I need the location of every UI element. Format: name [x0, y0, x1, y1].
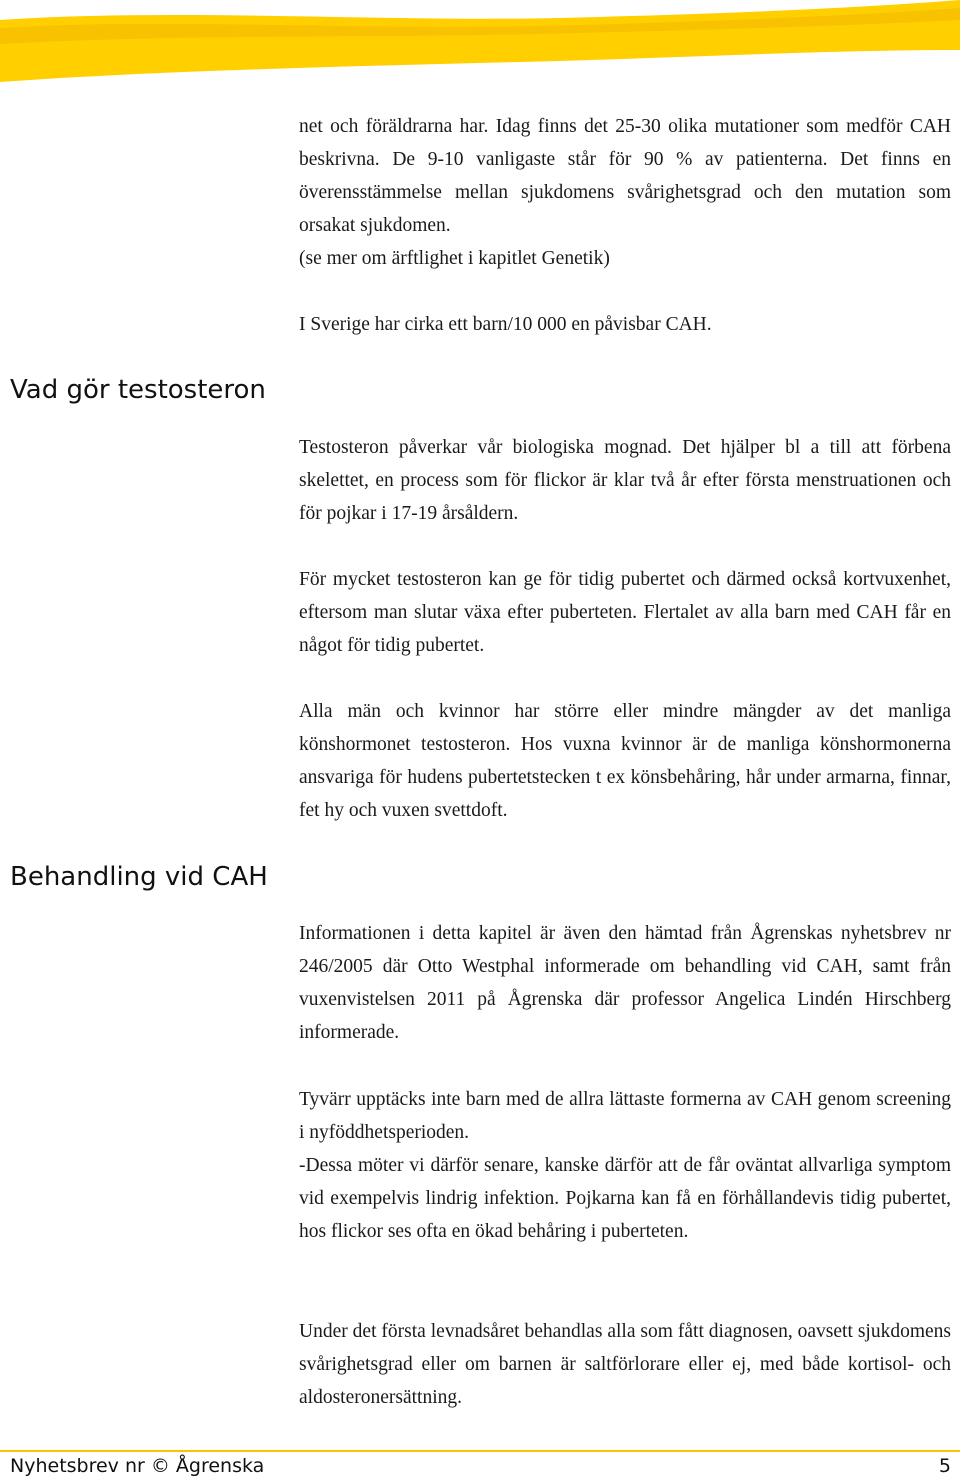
footer-title: Nyhetsbrev nr © Ågrenska [10, 1455, 265, 1477]
paragraph-text: Tyvärr upptäcks inte barn med de allra lättaste formerna av CAH genom screening i nyföddhetsperioden. [299, 1089, 951, 1143]
behandling-paragraph-2 [299, 1083, 951, 1248]
paragraph-text: Testosteron påverkar vår biologiska mognad. Det hjälper bl a till att förbena skelettet, en process som för flickor är klar två år efter första menstruationen och för pojkar i 17-19 årsåldern. [299, 437, 951, 524]
intro-paragraph [299, 110, 951, 275]
testosteron-paragraph-1 [299, 431, 951, 530]
footer-rule [0, 1450, 960, 1452]
testosteron-paragraph-2 [299, 563, 951, 662]
section-heading-behandling: Behandling vid CAH [10, 862, 268, 892]
testosteron-paragraph-3 [299, 695, 951, 827]
paragraph-text: För mycket testosteron kan ge för tidig pubertet och därmed också kortvuxenhet, eftersom man slutar växa efter puberteten. Flertalet av alla barn med CAH får en något för tidig pubertet. [299, 569, 951, 656]
paragraph-text: Alla män och kvinnor har större eller mindre mängder av det manliga könshormonet testosteron. Hos vuxna kvinnor är de manliga könshormonerna ansvariga för hudens pubertetstecken t ex könsbehåring, hår under armarna, finnar, fet hy och vuxen svettdoft. [299, 701, 951, 821]
behandling-paragraph-3 [299, 1315, 951, 1414]
paragraph-text: -Dessa möter vi därför senare, kanske därför att de får oväntat allvarliga symptom vid exempelvis lindrig infektion. Pojkarna kan få en förhållandevis tidig pubertet, hos flickor ses ofta en ökad behåring i puberteten. [299, 1155, 951, 1242]
intro-text: net och föräldrarna har. Idag finns det 25-30 olika mutationer som medför CAH beskrivna. De 9-10 vanligaste står för 90 % av patienterna. Det finns en överensstämmelse mellan sjukdomens svårighetsgrad och den mutation som orsakat sjukdomen. [299, 116, 951, 236]
behandling-paragraph-1 [299, 917, 951, 1049]
prevalence-text: I Sverige har cirka ett barn/10 000 en påvisbar CAH. [299, 314, 712, 335]
page-number: 5 [938, 1455, 951, 1477]
prevalence-paragraph [299, 308, 951, 341]
genetik-reference: (se mer om ärftlighet i kapitlet Genetik) [299, 248, 610, 269]
section-heading-testosteron: Vad gör testosteron [10, 375, 266, 405]
paragraph-text: Under det första levnadsåret behandlas alla som fått diagnosen, oavsett sjukdomens svårighetsgrad eller om barnen är saltförlorare eller ej, med både kortisol- och aldosteronersättning. [299, 1321, 951, 1408]
paragraph-text: Informationen i detta kapitel är även den hämtad från Ågrenskas nyhetsbrev nr 246/2005 där Otto Westphal informerade om behandling vid CAH, samt från vuxenvistelsen 2011 på Ågrenska där professor Angelica Lindén Hirschberg informerade. [299, 923, 951, 1043]
header-banner [0, 0, 960, 90]
